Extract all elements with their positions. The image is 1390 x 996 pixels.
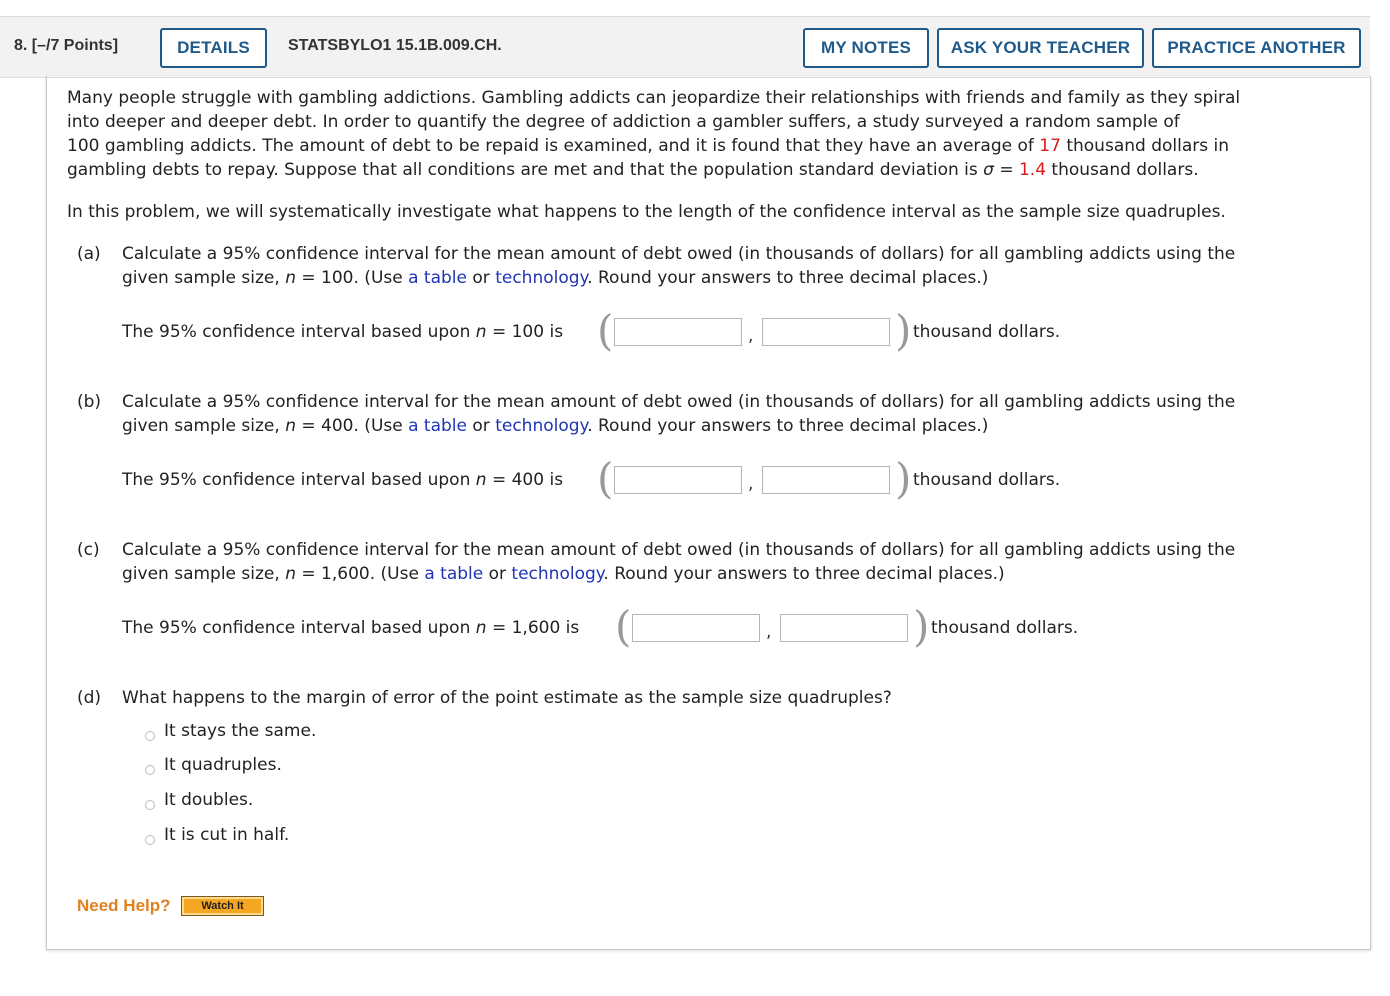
option-stays-same-label[interactable]: It stays the same. [164, 721, 317, 741]
part-c-label: (c) [77, 540, 100, 560]
part-d-question: What happens to the margin of error of the point estimate as the sample size quadruples? [122, 688, 892, 708]
interval-comma: , [766, 622, 772, 642]
table-link[interactable]: a table [408, 268, 467, 288]
technology-link[interactable]: technology [495, 416, 588, 436]
close-paren: ) [895, 306, 912, 355]
part-c-ci-label: The 95% confidence interval based upon n = 1,600 is [122, 618, 580, 638]
question-header [0, 16, 1370, 78]
need-help-label: Need Help? [77, 896, 171, 915]
table-link[interactable]: a table [424, 564, 484, 584]
part-a-upper-bound-input[interactable] [762, 318, 890, 346]
interval-comma: , [748, 474, 754, 494]
technology-link[interactable]: technology [511, 564, 604, 584]
open-paren: ( [597, 454, 614, 503]
part-a-lower-bound-input[interactable] [614, 318, 742, 346]
part-b-label: (b) [77, 392, 102, 412]
part-b-unit: thousand dollars. [913, 470, 1061, 490]
part-c-lower-bound-input[interactable] [632, 614, 760, 642]
question-points: 8. [–/7 Points] [14, 37, 119, 54]
option-quadruples-radio[interactable] [145, 765, 155, 775]
part-c-upper-bound-input[interactable] [780, 614, 908, 642]
part-a-ci-label: The 95% confidence interval based upon n = 100 is [122, 322, 564, 342]
part-c-unit: thousand dollars. [931, 618, 1079, 638]
part-b-instructions: given sample size, n = 400. (Use a table or technology. Round your answers to three decimal places.) [122, 416, 989, 436]
part-b-upper-bound-input[interactable] [762, 466, 890, 494]
part-a-instructions: given sample size, n = 100. (Use a table or technology. Round your answers to three decimal places.) [122, 268, 989, 288]
table-link[interactable]: a table [408, 416, 467, 436]
option-cut-in-half-label[interactable]: It is cut in half. [164, 825, 290, 845]
close-paren: ) [895, 454, 912, 503]
my-notes-button[interactable]: MY NOTES [803, 28, 929, 68]
part-a-unit: thousand dollars. [913, 322, 1061, 342]
interval-comma: , [748, 326, 754, 346]
intro-line-4: gambling debts to repay. Suppose that all conditions are met and that the population standard deviation is σ = 1.4 thousand dollars. [67, 160, 1199, 180]
details-button[interactable]: DETAILS [160, 28, 267, 68]
sigma-value: 1.4 [1018, 160, 1047, 180]
part-a-question: Calculate a 95% confidence interval for the mean amount of debt owed (in thousands of dollars) for all gambling addicts using the [122, 244, 1236, 264]
part-b-question: Calculate a 95% confidence interval for the mean amount of debt owed (in thousands of dollars) for all gambling addicts using the [122, 392, 1236, 412]
option-cut-in-half-radio[interactable] [145, 835, 155, 845]
technology-link[interactable]: technology [495, 268, 588, 288]
intro-line-3: 100 gambling addicts. The amount of debt to be repaid is examined, and it is found that they have an average of 17 thousand dollars in [67, 136, 1230, 156]
average-debt-value: 17 [1039, 136, 1061, 156]
intro-line-1: Many people struggle with gambling addictions. Gambling addicts can jeopardize their relationships with friends and family as they spiral [67, 88, 1241, 108]
option-quadruples-label[interactable]: It quadruples. [164, 755, 282, 775]
part-c-instructions: given sample size, n = 1,600. (Use a table or technology. Round your answers to three decimal places.) [122, 564, 1005, 584]
open-paren: ( [615, 602, 632, 651]
open-paren: ( [597, 306, 614, 355]
option-stays-same-radio[interactable] [145, 731, 155, 741]
part-b-ci-label: The 95% confidence interval based upon n = 400 is [122, 470, 564, 490]
part-c-question: Calculate a 95% confidence interval for the mean amount of debt owed (in thousands of dollars) for all gambling addicts using the [122, 540, 1236, 560]
watch-it-button[interactable]: Watch It [181, 896, 264, 916]
option-doubles-radio[interactable] [145, 800, 155, 810]
intro-line-5: In this problem, we will systematically investigate what happens to the length of the confidence interval as the sample size quadruples. [67, 202, 1226, 222]
part-a-label: (a) [77, 244, 101, 264]
intro-line-2: into deeper and deeper debt. In order to quantify the degree of addiction a gambler suffers, a study surveyed a random sample of [67, 112, 1180, 132]
ask-your-teacher-button[interactable]: ASK YOUR TEACHER [937, 28, 1144, 68]
option-doubles-label[interactable]: It doubles. [164, 790, 254, 810]
part-d-label: (d) [77, 688, 102, 708]
practice-another-button[interactable]: PRACTICE ANOTHER [1152, 28, 1361, 68]
part-b-lower-bound-input[interactable] [614, 466, 742, 494]
close-paren: ) [913, 602, 930, 651]
problem-code: STATSBYLO1 15.1B.009.CH. [288, 37, 502, 54]
